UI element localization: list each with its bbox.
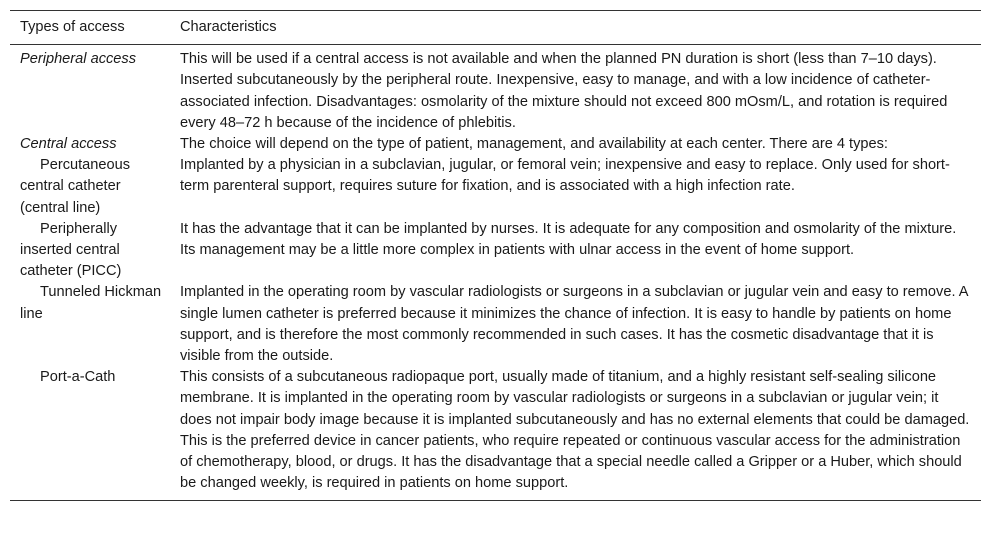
header-types-of-access: Types of access xyxy=(10,11,170,45)
access-types-table xyxy=(10,10,981,501)
table-row xyxy=(10,282,981,367)
access-type-label: Peripheral access xyxy=(20,51,136,68)
table-row xyxy=(10,155,981,219)
access-type-label: Tunneled Hickman line xyxy=(20,284,162,322)
access-table-container xyxy=(10,10,981,501)
access-type-label: Central access xyxy=(20,136,117,153)
characteristics-cell: This will be used if a central access is not available and when the planned PN duration is short (less than 7–10 days). Inserted subcutaneously by the peripheral route. Inexpensive, easy to manage, and with a low incidence of catheter-associated infection. Disadvantages: osmolarity of the mixture should not exceed 800 mOsm/L, and rotation is required every 48–72 h because of the incidence of phlebitis. xyxy=(180,51,948,131)
access-type-cell xyxy=(10,45,170,134)
access-type-label: Port-a-Cath xyxy=(40,369,116,386)
access-type-label: Peripherally inserted central catheter (PICC) xyxy=(20,220,122,280)
header-row xyxy=(10,11,981,45)
table-row xyxy=(10,219,981,283)
access-type-cell xyxy=(10,367,170,501)
characteristics-cell: Implanted by a physician in a subclavian, jugular, or femoral vein; inexpensive and easy to replace. Only used for short-term parenteral support, requires suture for fixation, and is associated with a high infection rate. xyxy=(180,157,950,195)
characteristics-cell: The choice will depend on the type of patient, management, and availability at each center. There are 4 types: xyxy=(180,136,888,153)
table-row xyxy=(10,45,981,134)
table-row xyxy=(10,367,981,501)
table-header xyxy=(10,11,981,45)
characteristics-cell: Implanted in the operating room by vascular radiologists or surgeons in a subclavian or jugular vein and easy to remove. A single lumen catheter is preferred because it minimizes the chance of infection. It is easy to handle by patients on home support, and is therefore the most commonly recommended in such cases. It has the cosmetic disadvantage that it is visible from the outside. xyxy=(180,284,968,365)
access-type-cell xyxy=(10,134,170,155)
table-row xyxy=(10,134,981,155)
characteristics-cell: This consists of a subcutaneous radiopaque port, usually made of titanium, and a highly resistant self-sealing silicone membrane. It is implanted in the operating room by vascular radiologists or surgeons in a subclavian or jugular vein; it does not impair body image because it is implanted subcutaneously and has no external elements that could be damaged. This is the preferred device in cancer patients, who require repeated or continuous vascular access for the administration of chemotherapy, blood, or drugs. It has the disadvantage that a special needle called a Gripper or a Huber, which should be changed weekly, is required in patients on home support. xyxy=(170,367,981,501)
characteristics-cell: It has the advantage that it can be implanted by nurses. It is adequate for any composition and osmolarity of the mixture. Its management may be a little more complex in patients with ulnar access in the event of home support. xyxy=(180,220,957,259)
header-characteristics: Characteristics xyxy=(170,11,981,45)
table-body xyxy=(10,45,981,501)
access-type-label: Percutaneous central catheter (central line) xyxy=(20,157,131,216)
access-type-cell xyxy=(10,155,170,219)
access-type-cell xyxy=(10,219,170,283)
access-type-cell xyxy=(10,282,170,367)
